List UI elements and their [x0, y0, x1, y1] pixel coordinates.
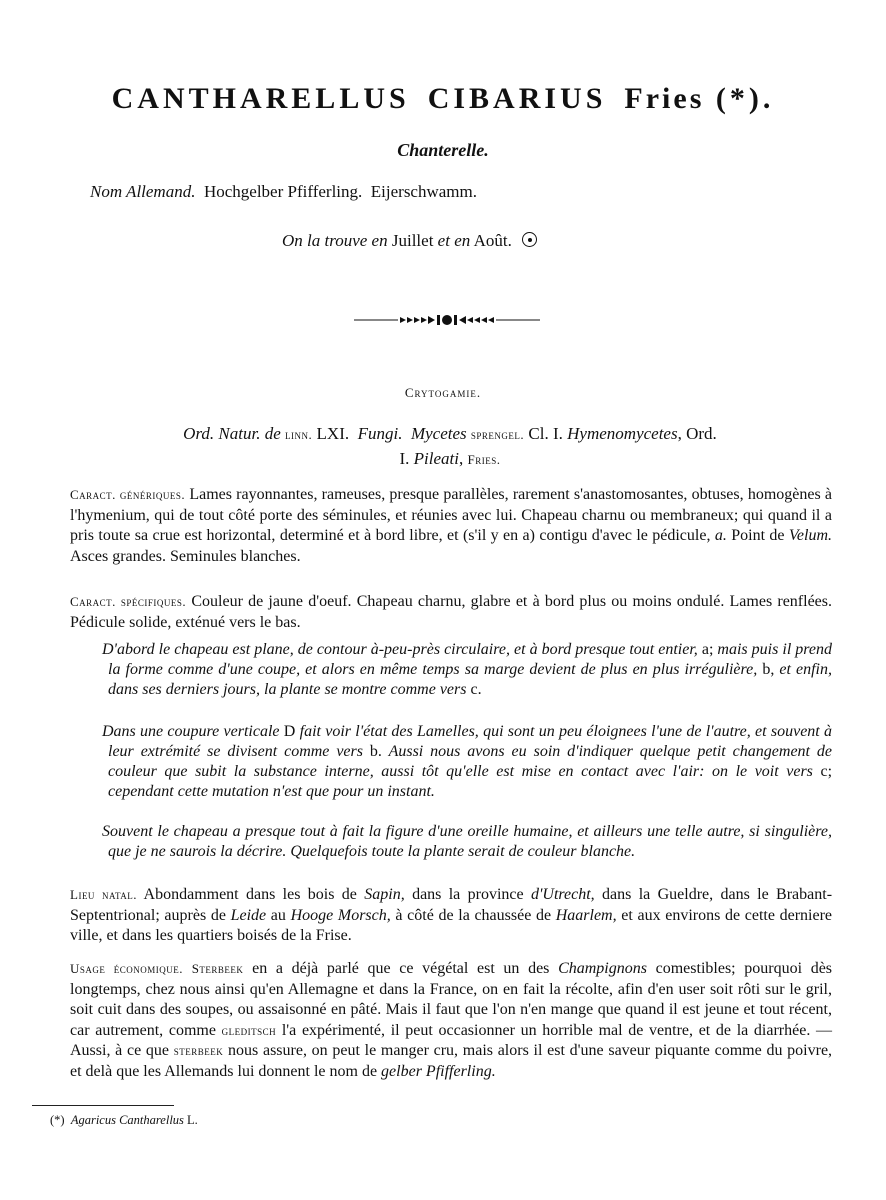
- habitat-text-1: Abondamment dans les bois de: [143, 886, 357, 903]
- title-genus: CANTHARELLUS: [111, 82, 410, 115]
- title-species: CIBARIUS: [427, 82, 607, 115]
- generic-text: Lames rayonnantes, rameuses, presque parallèles, rarement s'anastomosantes, obtuses, homogènes à l'hymenium, qui de tout côté porte des séminules, et réunies avec lui. Chapeau charnu ou membraneux; qui quand il a pris toute sa crue est horizontal, determiné et à bord libre, et (s'il y en a) contigu d'avec le pédicule,: [70, 486, 833, 544]
- usage-sterbeek-2: sterbeek: [173, 1043, 224, 1058]
- footnote-author: L.: [187, 1113, 198, 1127]
- generic-text-3: Asces grandes. Seminules blanches.: [70, 547, 301, 565]
- generic-lead: Caract. génériques.: [70, 487, 186, 502]
- season-month-2: Août.: [473, 231, 512, 250]
- habitat-hooge-morsch: Hooge Morsch,: [290, 906, 391, 924]
- classif-hymenomycetes: Hymenomycetes: [567, 424, 678, 443]
- usage-text-2: comestibles; pourquoi dès longtemps, chez nous ainsi qu'en Allemagne et dans la France, on en fait la récolte, afin d'en user soit rôti sur le gril, soit cuit dans des soupes, ou assaisonné en pâté. Mais il faut que l'on n'en mange que quand il est jeune et tout récent, car autrement, comme: [70, 960, 833, 1039]
- season-line: [282, 231, 537, 251]
- desc1-figure-c: c.: [470, 681, 482, 698]
- specific-text: Couleur de jaune d'oeuf. Chapeau charnu, glabre et à bord plus ou moins ondulé. Lames renflées. Pédicule solide, exténué vers le bas.: [70, 593, 833, 631]
- page-title: [0, 82, 886, 116]
- usage-champignons: Champignons: [558, 960, 647, 977]
- title-footnote-mark: (*).: [715, 82, 775, 115]
- usage-text-3: l'a expérimenté, il peut occasionner un horrible mal de ventre, et de la diarrhée. — Aussi, à ce que: [70, 1021, 833, 1059]
- desc2-figure-b: b.: [369, 743, 382, 760]
- classif-sprengel: sprengel.: [470, 427, 525, 442]
- description-paragraph-3: [102, 822, 832, 862]
- classif-pileati: Pileati: [413, 449, 459, 468]
- habitat-lead: Lieu natal.: [70, 887, 138, 902]
- footnote-text: Agaricus Cantharellus: [70, 1113, 184, 1127]
- classification: [70, 422, 830, 472]
- generic-characters: [70, 485, 832, 567]
- german-name-line: [90, 182, 477, 202]
- footnote: [50, 1113, 198, 1128]
- desc2-text-2: fait voir l'état des Lamelles, qui sont un peu éloignees l'une de l'autre, et souvent à leur extrémité se divisent comme vers: [108, 723, 833, 760]
- classif-linnaeus: linn.: [285, 427, 313, 442]
- desc3-text: Souvent le chapeau a presque tout à fait la figure d'une oreille humaine, et ailleurs une telle autre, si singulière, que je ne saurois la décrire. Quelquefois toute la plante serait de couleur blanche.: [102, 823, 832, 860]
- habitat-text-4: au: [270, 906, 286, 924]
- classif-class: Cl. I.: [528, 424, 563, 443]
- desc2-figure-d: D: [283, 723, 296, 740]
- desc1-text-1: D'abord le chapeau est plane, de contour à-peu-près circulaire, et à bord presque tout entier,: [102, 641, 698, 658]
- usage-sterbeek-1: Sterbeek: [191, 961, 244, 976]
- habitat-text-5: à côté de la chaussée de: [395, 906, 552, 924]
- habitat-text-6: et aux environs de cette derniere ville, et dans les quartiers boisés de la Frise.: [70, 906, 832, 944]
- usage-lead: Usage économique.: [70, 961, 184, 976]
- season-text-1: On la trouve en: [282, 231, 388, 250]
- classif-order-number: LXI.: [316, 424, 350, 443]
- footnote-mark: (*): [50, 1113, 65, 1127]
- habitat-text-2: dans la province: [412, 886, 524, 903]
- habitat-paragraph: [70, 885, 832, 947]
- german-name-2: Eijerschwamm.: [370, 182, 477, 201]
- classif-fungi: Fungi.: [357, 424, 403, 443]
- title-author: Fries: [624, 82, 705, 115]
- usage-text-1: en a déjà parlé que ce végétal est un des: [252, 960, 550, 977]
- habitat-leide: Leide: [230, 906, 267, 924]
- german-name-label: Nom Allemand.: [90, 182, 196, 201]
- footnote-rule: [32, 1105, 174, 1106]
- classif-ord-number: I.: [399, 449, 410, 468]
- generic-figure-a: a.: [714, 527, 727, 544]
- habitat-haarlem: Haarlem,: [555, 906, 617, 924]
- annual-symbol-icon: [522, 232, 537, 247]
- usage-paragraph: [70, 959, 832, 1082]
- generic-velum: Velum.: [788, 527, 833, 544]
- desc1-text-2: mais puis il prend la forme comme d'une coupe, et alors en même temps sa marge devient de plus en plus irrégulière,: [108, 641, 833, 678]
- classif-comma: ,: [459, 449, 464, 468]
- desc1-figure-a: a;: [701, 641, 714, 658]
- generic-text-2: Point de: [731, 527, 785, 544]
- classif-order-label: Ord. Natur. de: [183, 424, 281, 443]
- french-name: Chanterelle.: [397, 140, 489, 160]
- habitat-utrecht: d'Utrecht,: [530, 886, 595, 903]
- specific-characters: [70, 592, 832, 633]
- habitat-text-3: dans la Gueldre, dans le Brabant-Septentrional; auprès de: [70, 886, 833, 924]
- usage-gleditsch: gleditsch: [221, 1022, 277, 1038]
- season-text-2: et en: [437, 231, 471, 250]
- desc2-text-3: Aussi nous avons eu soin d'indiquer quelque petit changement de couleur que subit la substance interne, aussi tôt qu'elle est mise en contact avec l'air: on le voit vers: [108, 743, 833, 780]
- classif-mycetes: Mycetes: [410, 424, 467, 443]
- usage-text-4: nous assure, on peut le manger cru, mais alors il est d'une saveur piquante comme du poivre, et delà que les Allemands lui donnent le nom de: [70, 1042, 833, 1080]
- season-month-1: Juillet: [391, 231, 434, 250]
- description-paragraph-2: [102, 722, 833, 802]
- ornament-divider: [354, 310, 540, 330]
- desc1-text-3: et enfin, dans ses derniers jours, la plante se montre comme vers: [108, 661, 833, 698]
- desc2-figure-c: c;: [820, 763, 833, 780]
- desc1-figure-b: b,: [762, 661, 775, 678]
- usage-gelber-pfifferling: gelber Pfifferling.: [381, 1062, 496, 1080]
- desc2-text-4: cependant cette mutation n'est que pour un instant.: [108, 783, 435, 800]
- section-heading: Crytogamie.: [404, 385, 482, 400]
- classif-fries: Fries.: [467, 452, 501, 467]
- description-paragraph-1: [102, 640, 833, 700]
- german-name-1: Hochgelber Pfifferling.: [203, 182, 363, 201]
- specific-lead: Caract. spécifiques.: [70, 594, 187, 609]
- habitat-sapin: Sapin,: [364, 886, 405, 903]
- classif-ord-label: , Ord.: [677, 424, 717, 443]
- desc2-text-1: Dans une coupure verticale: [102, 723, 280, 740]
